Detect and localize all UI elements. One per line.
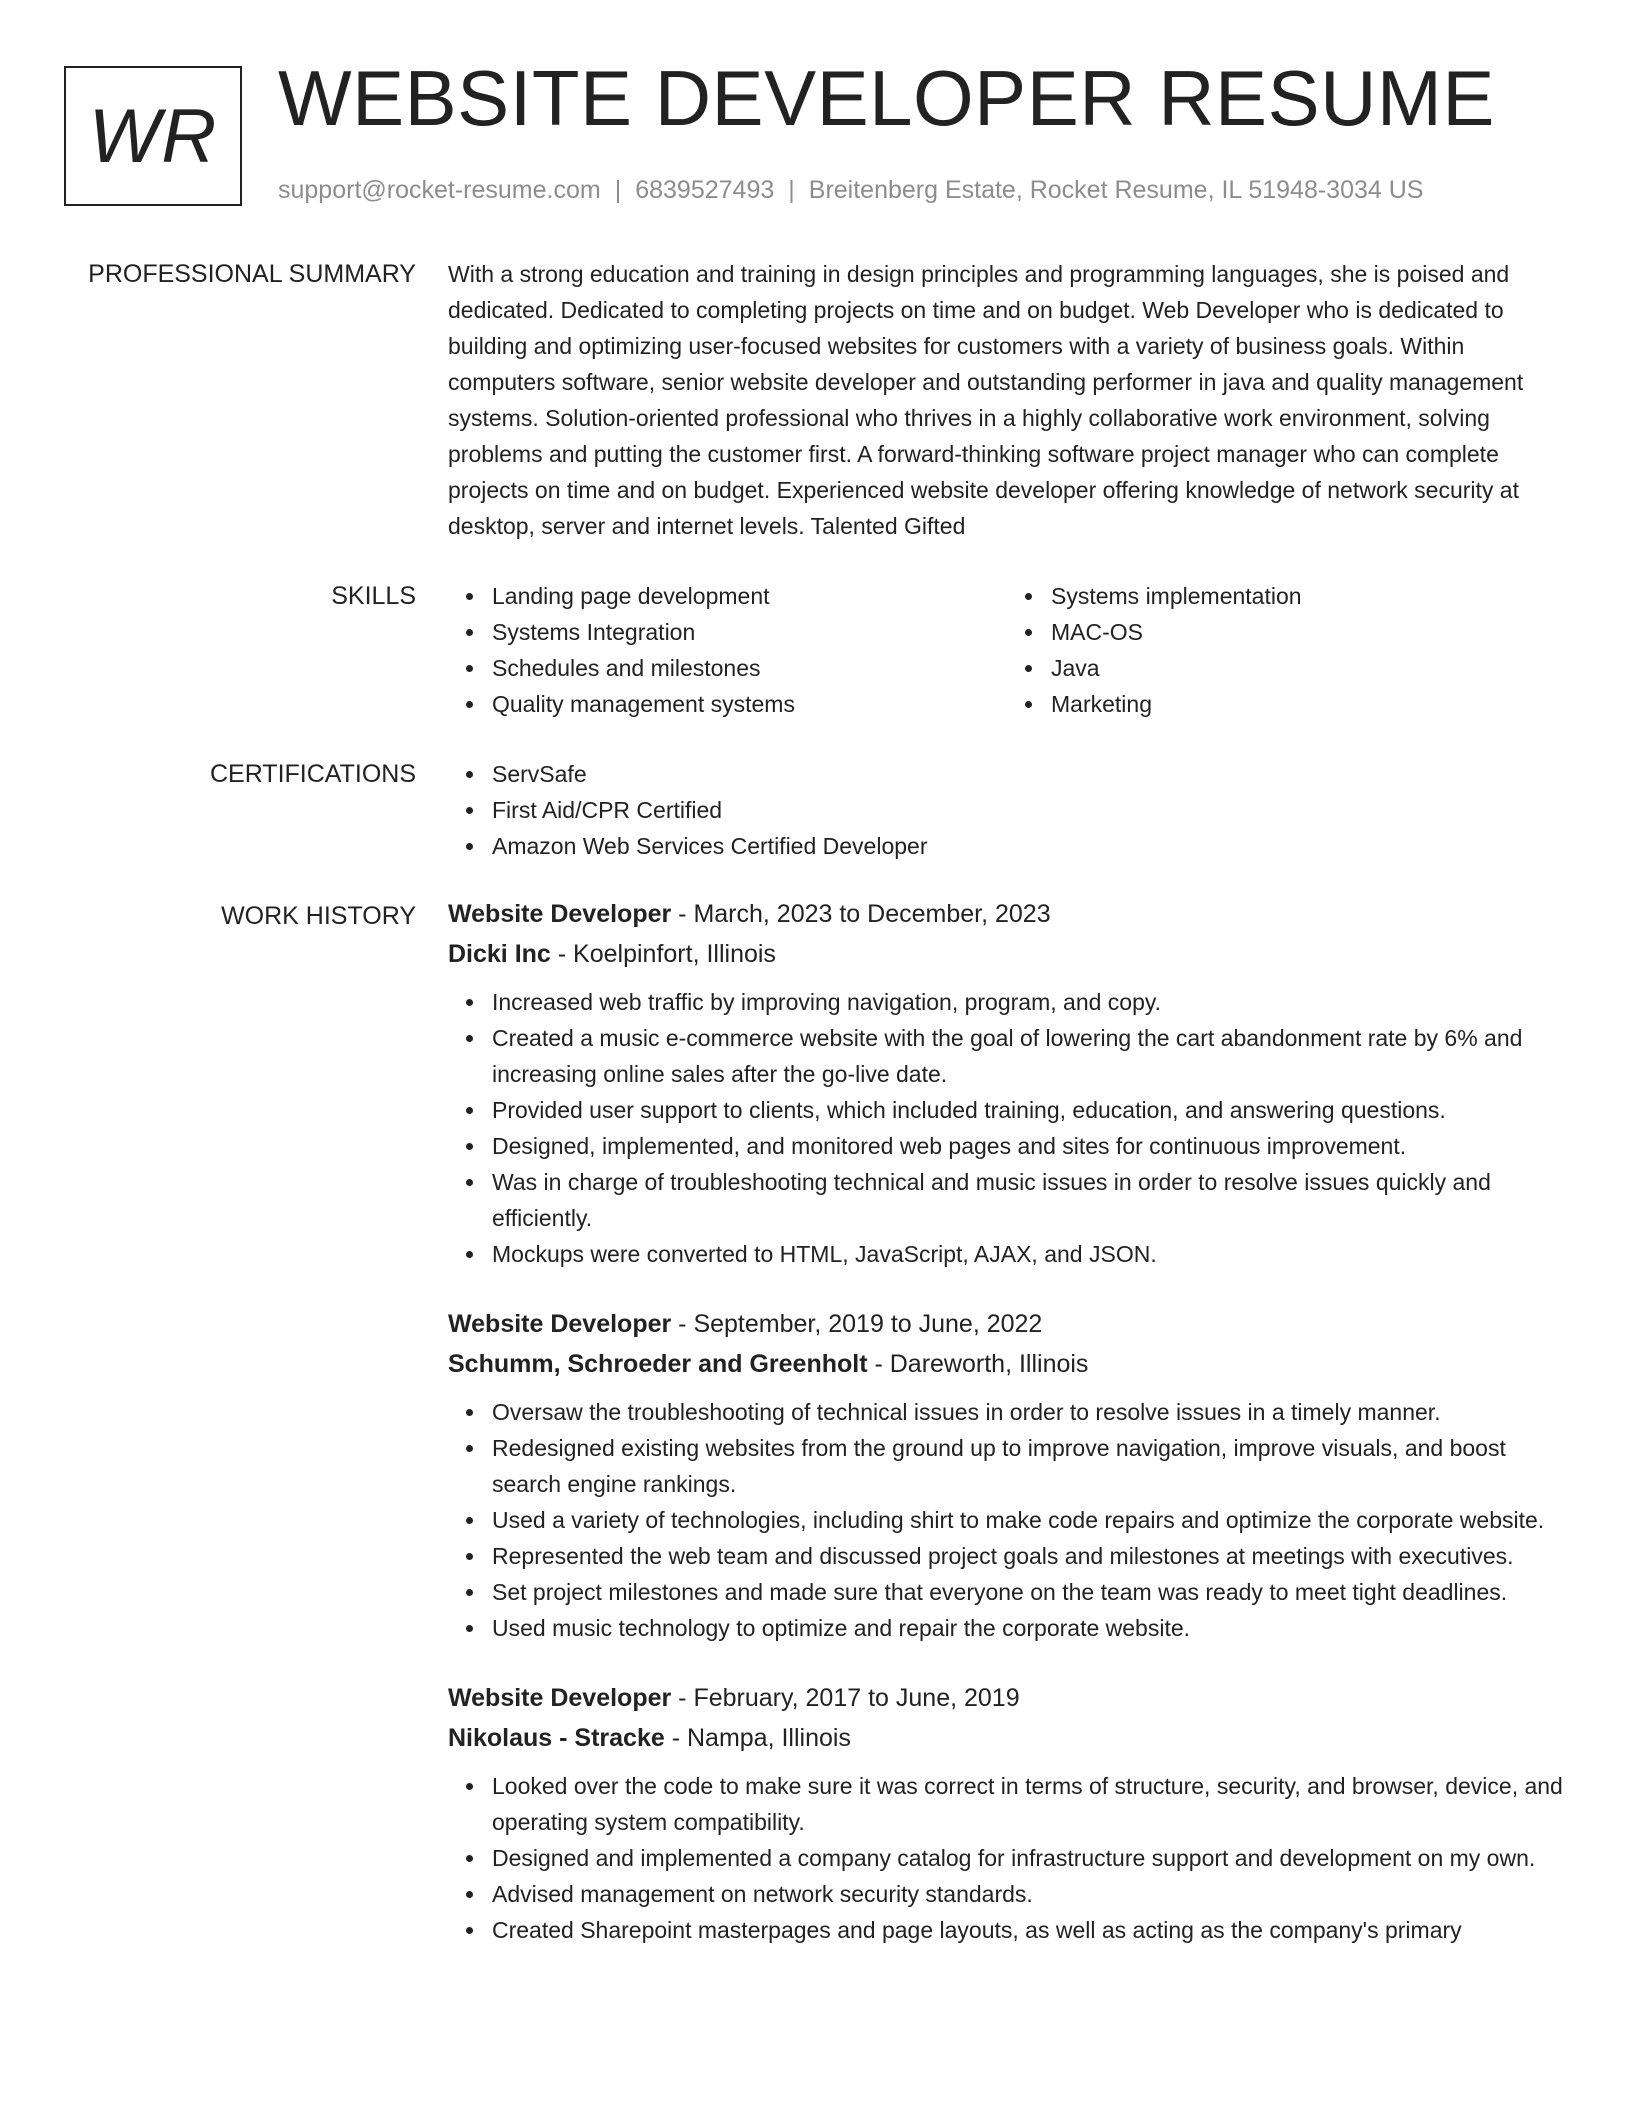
contact-address: Breitenberg Estate, Rocket Resume, IL 51948-3034 US <box>808 176 1424 204</box>
certifications-list <box>448 756 1566 864</box>
contact-email: support@rocket-resume.com <box>278 176 601 204</box>
job-bullet: Provided user support to clients, which included training, education, and answering questions. <box>492 1092 1566 1128</box>
skills-body <box>448 578 1566 722</box>
skill-item: Schedules and milestones <box>492 650 1007 686</box>
contact-separator: | <box>788 176 795 204</box>
job-bullet: Used music technology to optimize and repair the corporate website. <box>492 1610 1566 1646</box>
job-bullet: Was in charge of troubleshooting technical and music issues in order to resolve issues quickly and efficiently. <box>492 1164 1566 1236</box>
job-title: Website Developer <box>448 1684 672 1712</box>
skill-item: Landing page development <box>492 578 1007 614</box>
skill-item: Systems Integration <box>492 614 1007 650</box>
skills-label: SKILLS <box>331 582 416 610</box>
job-bullet: Increased web traffic by improving navigation, program, and copy. <box>492 984 1566 1020</box>
job-bullet: Set project milestones and made sure that everyone on the team was ready to meet tight deadlines. <box>492 1574 1566 1610</box>
job-bullet: Redesigned existing websites from the ground up to improve navigation, improve visuals, and boost search engine rankings. <box>492 1430 1566 1502</box>
skill-item: Java <box>1051 650 1566 686</box>
certification-item: First Aid/CPR Certified <box>492 792 1566 828</box>
job-company-line <box>448 1718 1566 1758</box>
job-title-line <box>448 1678 1566 1718</box>
job-location: - Koelpinfort, Illinois <box>550 940 776 968</box>
job-company-line <box>448 1344 1566 1384</box>
job-company: Schumm, Schroeder and Greenholt <box>448 1350 868 1378</box>
job-location: - Nampa, Illinois <box>664 1724 851 1752</box>
skills-list-right <box>1007 578 1566 722</box>
job-dates: - March, 2023 to December, 2023 <box>671 900 1051 928</box>
work-history-label: WORK HISTORY <box>221 902 416 930</box>
job-bullet: Designed and implemented a company catalog for infrastructure support and development on my own. <box>492 1840 1566 1876</box>
job-title-line <box>448 894 1566 934</box>
job-dates: - September, 2019 to June, 2022 <box>671 1310 1043 1338</box>
job-bullet: Represented the web team and discussed project goals and milestones at meetings with executives. <box>492 1538 1566 1574</box>
job-entry <box>448 1678 1566 1948</box>
certifications-label: CERTIFICATIONS <box>209 760 416 788</box>
contact-phone: 6839527493 <box>635 176 775 204</box>
skill-item: MAC-OS <box>1051 614 1566 650</box>
job-company: Nikolaus - Stracke <box>448 1724 665 1752</box>
job-entry <box>448 894 1566 1272</box>
job-entry <box>448 1304 1566 1646</box>
job-company: Dicki Inc <box>448 940 551 968</box>
summary-label: PROFESSIONAL SUMMARY <box>88 260 416 288</box>
certification-item: Amazon Web Services Certified Developer <box>492 828 1566 864</box>
work-history-body <box>448 894 1566 1980</box>
contact-separator: | <box>614 176 622 204</box>
job-company-line <box>448 934 1566 974</box>
job-bullets <box>448 1394 1566 1646</box>
job-bullet: Created Sharepoint masterpages and page layouts, as well as acting as the company's primary <box>492 1912 1566 1948</box>
monogram-box <box>64 66 242 206</box>
job-bullet: Oversaw the troubleshooting of technical issues in order to resolve issues in a timely manner. <box>492 1394 1566 1430</box>
monogram-initials: WR <box>88 93 218 179</box>
skill-item: Marketing <box>1051 686 1566 722</box>
skill-item: Systems implementation <box>1051 578 1566 614</box>
job-title: Website Developer <box>448 900 672 928</box>
job-location: - Dareworth, Illinois <box>867 1350 1089 1378</box>
resume-title: WEBSITE DEVELOPER RESUME <box>278 54 1495 142</box>
job-bullet: Looked over the code to make sure it was correct in terms of structure, security, and browser, device, and operating system compatibility. <box>492 1768 1566 1840</box>
skills-list-left <box>448 578 1007 722</box>
job-bullet: Used a variety of technologies, including shirt to make code repairs and optimize the corporate website. <box>492 1502 1566 1538</box>
job-bullet: Advised management on network security standards. <box>492 1876 1566 1912</box>
job-bullet: Created a music e-commerce website with the goal of lowering the cart abandonment rate by 6% and increasing online sales after the go-live date. <box>492 1020 1566 1092</box>
job-title: Website Developer <box>448 1310 672 1338</box>
job-title-line <box>448 1304 1566 1344</box>
job-bullet: Mockups were converted to HTML, JavaScript, AJAX, and JSON. <box>492 1236 1566 1272</box>
certification-item: ServSafe <box>492 756 1566 792</box>
skill-item: Quality management systems <box>492 686 1007 722</box>
contact-line <box>278 176 1423 205</box>
job-bullets <box>448 984 1566 1272</box>
certifications-body <box>448 756 1566 864</box>
job-bullet: Designed, implemented, and monitored web pages and sites for continuous improvement. <box>492 1128 1566 1164</box>
job-bullets <box>448 1768 1566 1948</box>
summary-text: With a strong education and training in design principles and programming languages, she is poised and dedicated. Dedicated to completing projects on time and on budget. Web Developer who is dedicated to building and optimizing user-focused websites for customers with a variety of business goals. Within computers software, senior website developer and outstanding performer in java and quality management systems. Solution-oriented professional who thrives in a highly collaborative work environment, solving problems and putting the customer first. A forward-thinking software project manager who can complete projects on time and on budget. Experienced website developer offering knowledge of network security at desktop, server and internet levels. Talented Gifted <box>448 261 1524 539</box>
job-dates: - February, 2017 to June, 2019 <box>671 1684 1020 1712</box>
